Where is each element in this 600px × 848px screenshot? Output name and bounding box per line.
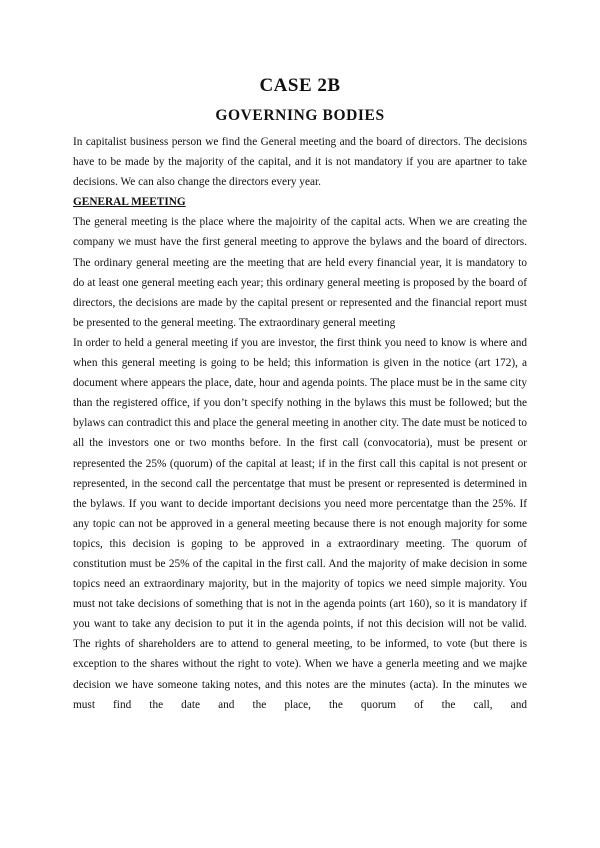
document-body bbox=[73, 74, 527, 715]
section-title: GOVERNING BODIES bbox=[215, 107, 385, 124]
general-meeting-paragraph-1: The general meeting is the place where the majoirity of the capital acts. When we are creating the company we must have the first general meeting to approve the bylaws and the board of directors. The ordinary general meeting are the meeting that are held every financial year, it is mandatory to do at least one general meeting each year; this ordinary general meeting is proposed by the board of directors, the decisions are made by the capital present or represented and the financial report must be presented to the general meeting. The extraordinary general meeting bbox=[73, 216, 527, 329]
general-meeting-heading: GENERAL MEETING bbox=[73, 196, 186, 209]
intro-paragraph: In capitalist business person we find the General meeting and the board of directors. The decisions have to be made by the majority of the capital, and it is not mandatory if you are apartner to take decisions. We can also change the directors every year. bbox=[73, 136, 527, 189]
general-meeting-paragraph-2: In order to held a general meeting if you are investor, the first think you need to know is where and when this general meeting is going to be held; this information is given in the notice (art 172), a document where appears the place, date, hour and agenda points. The place must be in the same city than the registered office, if you don’t specify nothing in the bylaws this must be followed; but the bylaws can contradict this and place the general meeting in another city. The date must be noticed to all the investors one or two months before. In the first call (convocatoria), must be present or represented the 25% (quorum) of the capital at least; if in the first call this capital is not present or represented, in the second call the percentatge that must be present or represented is determined in the bylaws. If you want to decide important decisions you need more percentatge than the 25%. If any topic can not be approved in a general meeting because there is not enough majority for some topics, this decision is goping to be approved in a extraordinary meeting. The quorum of constitution must be 25% of the capital in the first call. And the majority of make decision in some topics need an extraordinary majority, but in the majority of topics we need simple majority. You must not take decisions of something that is not in the agenda points (art 160), so it is mandatory if you want to take any decision to put it in the agenda points, if not this decision will not be valid. The rights of shareholders are to attend to general meeting, to be informed, to vote (but there is exception to the shares without the right to vote). When we have a generla meeting and we majke decision we have someone taking notes, and this notes are the minutes (acta). In the minutes we must find the date and the place, the quorum of the call, and bbox=[73, 336, 527, 711]
case-title: CASE 2B bbox=[259, 75, 341, 96]
